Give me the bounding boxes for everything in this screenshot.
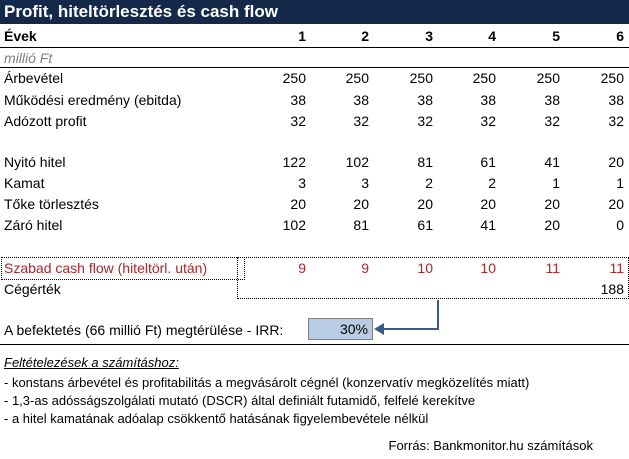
row-label: Kamat xyxy=(4,175,45,191)
unit-label: millió Ft xyxy=(4,50,53,66)
cell: 250 xyxy=(536,70,560,86)
cell: 250 xyxy=(345,70,369,86)
cell: 41 xyxy=(544,154,560,170)
row-cegertek xyxy=(0,279,629,300)
row-label: Árbevétel xyxy=(4,70,64,86)
cell: 250 xyxy=(409,70,433,86)
assumption-item: - konstans árbevétel és profitabilitás a megvásárolt cégnél (konzervatív megközelítés miatt) xyxy=(4,375,530,390)
row-label: Tőke törlesztés xyxy=(4,196,99,212)
cell: 2 xyxy=(425,175,433,191)
cell: 11 xyxy=(609,260,624,276)
row-label: Működési eredmény (ebitda) xyxy=(4,92,182,108)
cell: 38 xyxy=(290,92,306,108)
cell: 20 xyxy=(544,217,560,233)
assumption-item: - a hitel kamatának adóalap csökkentő hatásának figyelembevétele nélkül xyxy=(4,411,429,426)
year-2: 2 xyxy=(361,28,369,44)
cell: 20 xyxy=(608,154,624,170)
cell: 61 xyxy=(417,217,433,233)
cell: 2 xyxy=(488,175,496,191)
row-ebitda xyxy=(0,90,629,111)
assumptions-title: Feltételezések a számításhoz: xyxy=(4,355,179,370)
cell: 41 xyxy=(480,217,496,233)
irr-value: 30% xyxy=(308,318,373,340)
section-divider xyxy=(0,344,629,345)
cell: 32 xyxy=(290,113,306,129)
cell: 20 xyxy=(544,196,560,212)
irr-label: A befektetés (66 millió Ft) megtérülése - IRR: xyxy=(4,322,284,338)
row-kamat xyxy=(0,173,629,194)
cell: 38 xyxy=(417,92,433,108)
header-row xyxy=(0,26,629,47)
cell: 1 xyxy=(616,175,624,191)
cell: 38 xyxy=(608,92,624,108)
row-label: Szabad cash flow (hiteltörl. után) xyxy=(4,260,208,276)
cell: 20 xyxy=(608,196,624,212)
cell: 32 xyxy=(544,113,560,129)
row-adozott-profit xyxy=(0,111,629,132)
cell: 250 xyxy=(600,70,624,86)
year-1: 1 xyxy=(298,28,306,44)
cell: 38 xyxy=(544,92,560,108)
row-arbevetel xyxy=(0,68,629,89)
row-nyito-hitel xyxy=(0,152,629,173)
year-5: 5 xyxy=(552,28,560,44)
year-4: 4 xyxy=(488,28,496,44)
cell: 38 xyxy=(353,92,369,108)
cell: 81 xyxy=(353,217,369,233)
cell: 32 xyxy=(480,113,496,129)
row-free-cash-flow xyxy=(0,258,629,279)
cell: 20 xyxy=(417,196,433,212)
cell: 20 xyxy=(290,196,306,212)
cell: 11 xyxy=(545,260,560,276)
cell: 122 xyxy=(282,154,306,170)
unit-row xyxy=(0,48,629,69)
cell: 20 xyxy=(480,196,496,212)
cell: 61 xyxy=(480,154,496,170)
cell: 102 xyxy=(282,217,306,233)
cell: 3 xyxy=(298,175,306,191)
cell: 250 xyxy=(472,70,496,86)
row-label: Adózott profit xyxy=(4,113,87,129)
cell: 32 xyxy=(353,113,369,129)
cell: 250 xyxy=(282,70,306,86)
cell: 102 xyxy=(345,154,369,170)
arrow-icon xyxy=(372,298,444,338)
row-label: Cégérték xyxy=(4,281,61,297)
source-note: Forrás: Bankmonitor.hu számítások xyxy=(388,438,593,453)
cell: 10 xyxy=(417,260,433,276)
row-label: Nyitó hitel xyxy=(4,154,66,170)
cell: 81 xyxy=(417,154,433,170)
cell: 32 xyxy=(608,113,624,129)
years-label: Évek xyxy=(4,28,37,44)
year-3: 3 xyxy=(425,28,433,44)
row-zaro-hitel xyxy=(0,215,629,236)
table-title: Profit, hiteltörlesztés és cash flow xyxy=(0,0,629,24)
cell: 0 xyxy=(616,217,624,233)
cell: 32 xyxy=(417,113,433,129)
cell: 1 xyxy=(552,175,560,191)
cell: 3 xyxy=(361,175,369,191)
year-6: 6 xyxy=(616,28,624,44)
assumption-item: - 1,3-as adósságszolgálati mutató (DSCR) által definiált futamidő, felfelé kerekítve xyxy=(4,393,476,408)
cell: 9 xyxy=(298,260,306,276)
row-toke-torlesztes xyxy=(0,194,629,215)
cell: 9 xyxy=(361,260,369,276)
cell: 188 xyxy=(600,281,624,297)
cell: 20 xyxy=(353,196,369,212)
cell: 38 xyxy=(480,92,496,108)
cell: 10 xyxy=(480,260,496,276)
row-label: Záró hitel xyxy=(4,217,63,233)
